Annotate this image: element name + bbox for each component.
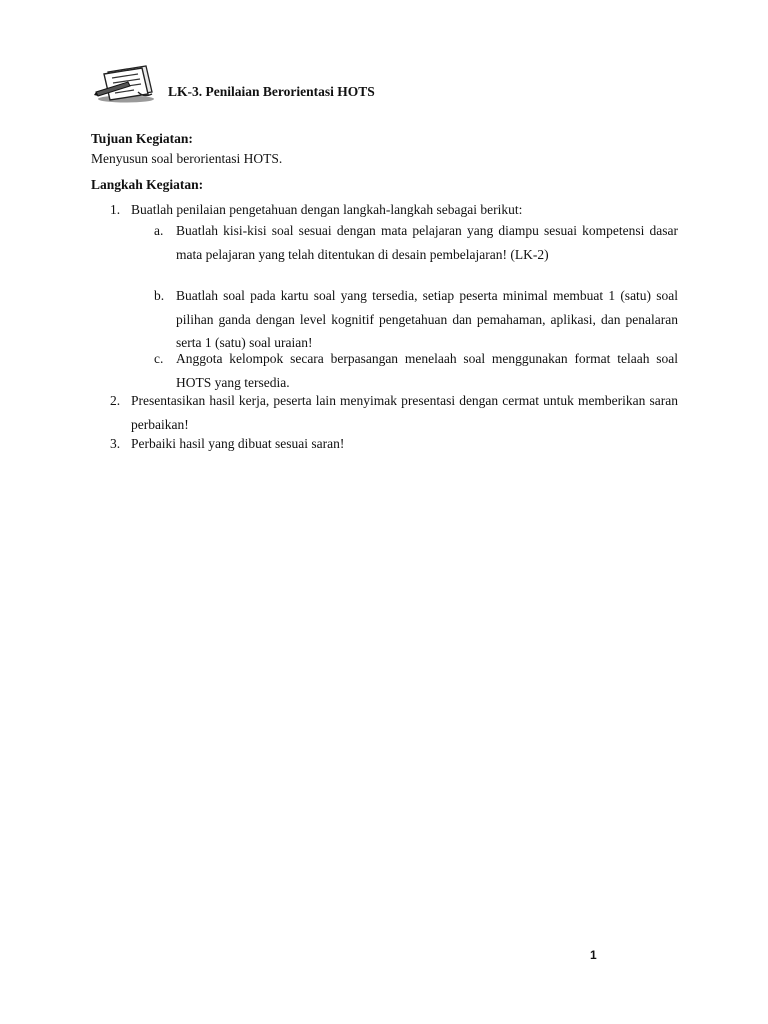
step-1-text: Buatlah penilaian pengetahuan dengan langkah-langkah sebagai berikut:: [131, 202, 523, 217]
step-1b-text: Buatlah soal pada kartu soal yang tersedia, setiap peserta minimal membuat 1 (satu) soal pilihan ganda dengan level kognitif pengetahuan dan pemahaman, aplikasi, dan penalaran serta 1 (satu) soal uraian!: [176, 288, 678, 351]
page-number: 1: [590, 948, 597, 962]
step-2-marker: 2.: [110, 393, 121, 408]
step-1a-marker: a.: [154, 223, 164, 238]
step-3-marker: 3.: [110, 436, 121, 451]
step-3-text: Perbaiki hasil yang dibuat sesuai saran!: [131, 436, 345, 451]
steps-heading: Langkah Kegiatan:: [91, 177, 204, 192]
step-1c-marker: c.: [154, 351, 164, 366]
step-1b-marker: b.: [154, 288, 165, 303]
step-1-marker: 1.: [110, 202, 121, 217]
step-1a-text: Buatlah kisi-kisi soal sesuai dengan mata pelajaran yang diampu sesuai kompetensi dasar mata pelajaran yang telah ditentukan di desain pembelajaran! (LK-2): [176, 223, 678, 262]
step-2-text: Presentasikan hasil kerja, peserta lain menyimak presentasi dengan cermat untuk memberikan saran perbaikan!: [131, 393, 678, 432]
objective-text: Menyusun soal berorientasi HOTS.: [91, 151, 283, 166]
worksheet-title: LK-3. Penilaian Berorientasi HOTS: [168, 84, 375, 99]
objective-heading: Tujuan Kegiatan:: [91, 131, 193, 146]
document-pencil-icon: [94, 62, 158, 104]
step-1c-text: Anggota kelompok secara berpasangan menelaah soal menggunakan format telaah soal HOTS yang tersedia.: [176, 351, 678, 390]
